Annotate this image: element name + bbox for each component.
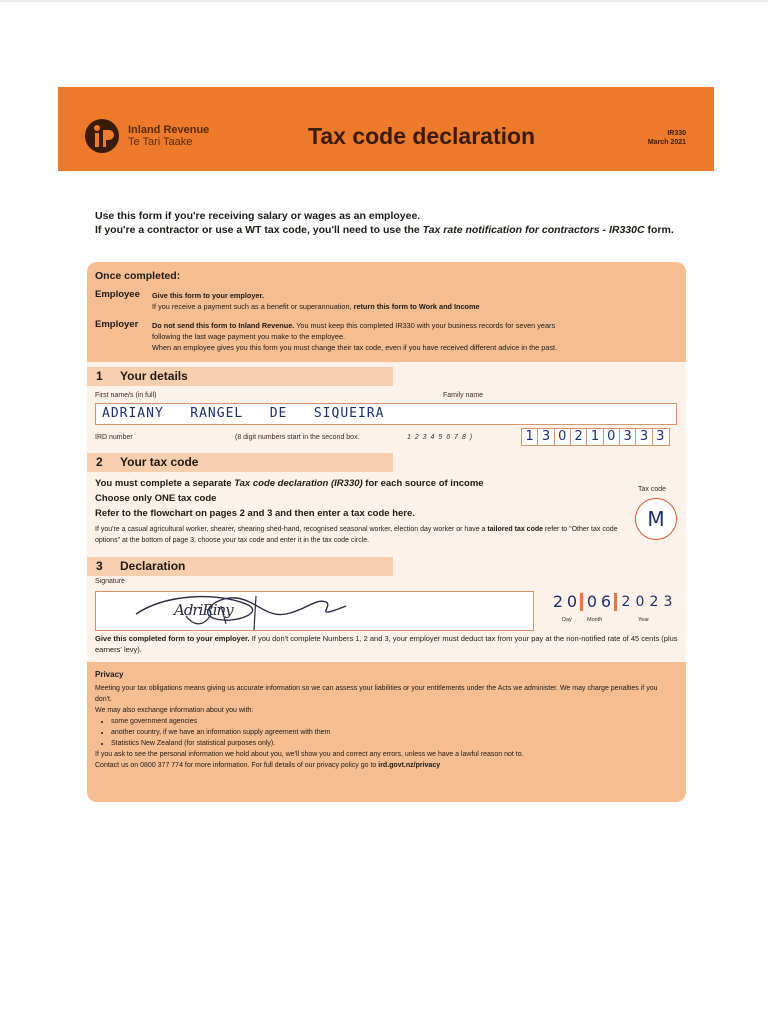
section-tax-code-heading: 2 Your tax code [87,453,393,472]
once-completed-box [87,262,686,362]
form-date: March 2021 [647,139,686,146]
date-digit-cell: 0 [586,592,598,611]
ird-digit-cell: 3 [636,429,652,445]
ird-digit-cell: 3 [656,429,665,444]
first-name-label: First name/s (in full) [95,392,157,399]
ird-digit-cell: 1 [522,429,538,445]
privacy-p3: If you ask to see the personal information we hold about you, we'll show you and correct any errors, unless we have a lawful reason not to. [95,751,524,758]
employee-instructions: Give this form to your employer. If you receive a payment such as a benefit or superannuation, return this form to Work and Income [152,291,480,311]
ird-digit-cell: 0 [555,429,571,445]
form-header [58,87,714,171]
month-label: Month [587,617,603,623]
date-separator [614,593,617,611]
inland-revenue-logo-icon [84,118,120,154]
form-title: Tax code declaration [308,123,536,149]
intro-line1: Use this form if you're receiving salary or wages as an employee. [95,210,421,222]
employer-label: Employer [95,319,139,330]
list-item: • another country, if we have an information supply agreement with them [111,727,675,738]
date-digit-cell: 2 [621,594,631,610]
tax-code-other-options: If you're a casual agricultural worker, shearer, shearing shed-hand, recognised seasonal worker, election day worker or have a tailored tax code refer to "Other tax code options" at the bottom of page 3, choose your tax code and enter it in the tax code circle. [95,526,618,544]
date-digit-cell: 6 [600,592,612,611]
list-item: • Statistics New Zealand (for statistical purposes only). [111,738,675,749]
privacy-p1: Meeting your tax obligations means giving us accurate information so we can assess your liabilities or your entitlements under the Acts we administer. We may charge penalties if you don't. [95,685,658,703]
ird-digit-cell: 0 [604,429,620,445]
date-digit-cell: 0 [635,594,645,610]
list-item: • some government agencies [111,716,675,727]
year-label: Year [638,617,650,623]
ird-number-field[interactable] [521,428,670,446]
privacy-title: Privacy [95,670,124,679]
full-name-value: ADRIANY RANGEL DE SIQUEIRA [102,406,385,421]
date-digit-cell: 3 [663,594,673,610]
give-to-employer-text: Give this completed form to your employer. If you don't complete Numbers 1, 2 and 3, your employer must deduct tax from your pay at the non-notified rate of 45 cents (plus earners' levy). [95,634,678,654]
page-edge [0,0,768,2]
employee-label: Employee [95,289,140,300]
date-digit-cell: 0 [566,592,578,611]
family-name-label: Family name [443,392,484,399]
tax-code-instruction-1: You must complete a separate Tax code declaration (IR330) for each source of income [95,478,484,489]
tax-code-instruction-3: Refer to the flowchart on pages 2 and 3 and then enter a tax code here. [95,508,415,519]
org-maori: Te Tari Taake [128,136,193,148]
privacy-p2: We may also exchange information about you with: [95,707,254,714]
form-code: IR330 [667,130,686,137]
tax-code-instruction-2: Choose only ONE tax code [95,493,217,504]
ird-digit-cell: 3 [538,429,554,445]
date-field[interactable] [551,591,673,613]
form-panel [87,262,686,802]
tax-code-label: Tax code [638,486,667,493]
signature-scribble-icon [126,584,366,634]
privacy-p4: Contact us on 0800 377 774 for more information. For full details of our privacy policy go to ird.govt.nz/privacy [95,762,441,769]
ird-hint: (8 digit numbers start in the second box. [235,434,360,441]
date-digit-cell: 2 [649,594,659,610]
signature-field[interactable] [95,591,534,631]
section-your-details-heading: 1 Your details [87,367,393,386]
section-declaration-heading: 3 Declaration [87,557,393,576]
tax-code-circle-field[interactable]: M [635,498,677,540]
ird-digit-cell: 3 [620,429,636,445]
day-label: Day [562,617,572,623]
employer-instructions: Do not send this form to Inland Revenue. You must keep this completed IR330 with your business records for seven years following the last wage payment you make to the employee. When an employee gives you this form you must change their tax code, even if you have received different advice in the past. [152,321,558,352]
signature-text: AdriRiny [174,601,233,619]
full-name-field[interactable] [95,403,677,425]
ird-digit-cell: 2 [571,429,587,445]
date-separator [580,593,583,611]
signature-label: Signature [95,578,125,585]
once-completed-title: Once completed: [95,270,181,282]
ird-number-label: IRD number [95,434,133,441]
privacy-box [87,662,686,802]
form-code-block [648,129,686,147]
intro-line2: If you're a contractor or use a WT tax code, you'll need to use the Tax rate notification for contractors - IR330C form. [95,224,674,236]
organisation-name [128,124,209,148]
org-english: Inland Revenue [128,124,210,136]
ird-example: 1 2 3 4 5 6 7 8 ) [407,434,474,441]
privacy-body [95,683,675,771]
date-digit-cell: 2 [552,592,564,611]
privacy-link[interactable]: ird.govt.nz/privacy [378,762,441,769]
intro-text [95,209,695,237]
privacy-list [95,716,675,749]
ird-digit-cell: 1 [587,429,603,445]
